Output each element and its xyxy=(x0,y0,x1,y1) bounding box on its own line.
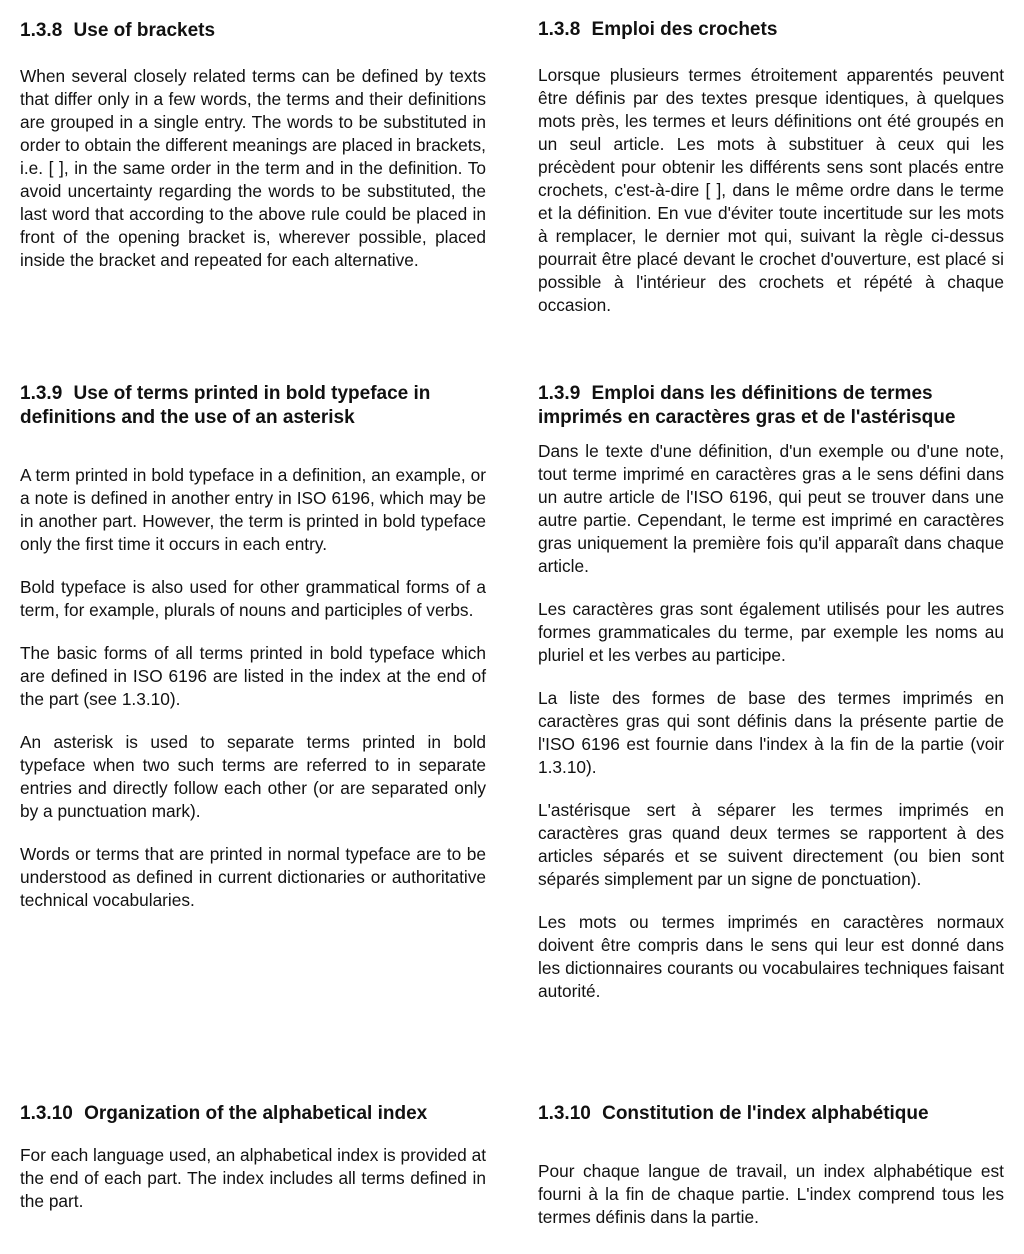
paragraph: Les mots ou termes imprimés en caractères normaux doivent être compris dans le sens qui leur est donné dans les dictionnaires courants ou vocabulaires techniques faisant autorité. xyxy=(538,912,1004,1001)
paragraph: Lorsque plusieurs termes étroitement apparentés peuvent être définis par des textes presque identiques, à quelques mots près, les termes et leurs définitions ont été groupés en un seul article. Les mots à substituer à ceux qui les précèdent pour obtenir les différents sens sont placés entre crochets, c'est-à-dire [ ], dans le même ordre dans le terme et la définition. En vue d'éviter toute incertitude sur les mots à remplacer, le dernier mot qui, suivant la règle ci-dessus pourrait être placé devant le crochet d'ouverture, est placé si possible à l'intérieur des crochets et répété à chaque occasion. xyxy=(538,65,1004,315)
section-index-alphabetique xyxy=(538,1102,1004,1229)
section-number: 1.3.8 xyxy=(538,19,581,40)
section-title: Emploi dans les définitions de termes imprimés en caractères gras et de l'astérisque xyxy=(538,383,956,428)
section-body xyxy=(538,440,1004,1003)
section-heading xyxy=(538,382,1004,430)
section-heading xyxy=(538,1102,1004,1126)
section-alphabetical-index xyxy=(20,1102,486,1213)
paragraph: Les caractères gras sont également utilisés pour les autres formes grammaticales du terme, par exemple les noms au pluriel et les verbes au participe. xyxy=(538,599,1004,665)
section-title: Constitution de l'index alphabétique xyxy=(602,1103,929,1124)
paragraph: Bold typeface is also used for other grammatical forms of a term, for example, plurals of nouns and participles of verbs. xyxy=(20,577,486,620)
section-number: 1.3.9 xyxy=(20,383,63,404)
section-body xyxy=(20,1144,486,1213)
paragraph: Dans le texte d'une définition, d'un exemple ou d'une note, tout terme imprimé en caractères gras a le sens défini dans un autre article de l'ISO 6196, qui peut se trouver dans une autre partie. Cependant, le terme est imprimé en caractères gras uniquement la première fois qu'il apparaît dans chaque article. xyxy=(538,441,1004,576)
section-emploi-des-crochets xyxy=(538,18,1004,317)
paragraph: Words or terms that are printed in normal typeface are to be understood as defined in current dictionaries or authoritative technical vocabularies. xyxy=(20,844,486,910)
section-number: 1.3.9 xyxy=(538,383,581,404)
paragraph: For each language used, an alphabetical index is provided at the end of each part. The index includes all terms defined in the part. xyxy=(20,1145,486,1211)
section-body xyxy=(20,464,486,912)
section-body xyxy=(538,1160,1004,1229)
section-number: 1.3.10 xyxy=(20,1103,73,1124)
section-caracteres-gras-asterisque xyxy=(538,382,1004,1003)
paragraph: L'astérisque sert à séparer les termes imprimés en caractères gras quand deux termes se rapportent à des articles séparés et se suivent directement (ou bien sont séparés simplement par un signe de ponctuation). xyxy=(538,800,1004,889)
section-title: Use of brackets xyxy=(73,20,216,41)
section-title: Use of terms printed in bold typeface in definitions and the use of an asterisk xyxy=(20,383,431,428)
paragraph: The basic forms of all terms printed in bold typeface which are defined in ISO 6196 are listed in the index at the end of the part (see 1.3.10). xyxy=(20,643,486,709)
section-use-of-brackets xyxy=(20,19,486,272)
paragraph: Pour chaque langue de travail, un index alphabétique est fourni à la fin de chaque partie. L'index comprend tous les termes définis dans la partie. xyxy=(538,1161,1004,1227)
section-number: 1.3.8 xyxy=(20,20,63,41)
section-heading xyxy=(20,382,486,430)
section-body xyxy=(20,65,486,272)
section-heading xyxy=(20,19,486,43)
section-heading xyxy=(538,18,1004,42)
section-title: Organization of the alphabetical index xyxy=(84,1103,428,1124)
paragraph: When several closely related terms can be defined by texts that differ only in a few words, the terms and their definitions are grouped in a single entry. The words to be substituted in order to obtain the different meanings are placed in brackets, i.e. [ ], in the same order in the term and in the definition. To avoid uncertainty regarding the words to be substituted, the last word that according to the above rule could be placed in front of the opening bracket is, wherever possible, placed inside the bracket and repeated for each alternative. xyxy=(20,66,486,270)
section-body xyxy=(538,64,1004,317)
section-bold-typeface-asterisk xyxy=(20,382,486,912)
paragraph: An asterisk is used to separate terms printed in bold typeface when two such terms are referred to in separate entries and directly follow each other (or are separated only by a punctuation mark). xyxy=(20,732,486,821)
paragraph: La liste des formes de base des termes imprimés en caractères gras qui sont définis dans la présente partie de l'ISO 6196 est fournie dans l'index à la fin de la partie (voir 1.3.10). xyxy=(538,688,1004,777)
paragraph: A term printed in bold typeface in a definition, an example, or a note is defined in another entry in ISO 6196, which may be in another part. However, the term is printed in bold typeface only the first time it occurs in each entry. xyxy=(20,465,486,554)
section-number: 1.3.10 xyxy=(538,1103,591,1124)
section-heading xyxy=(20,1102,486,1126)
section-title: Emploi des crochets xyxy=(591,19,778,40)
